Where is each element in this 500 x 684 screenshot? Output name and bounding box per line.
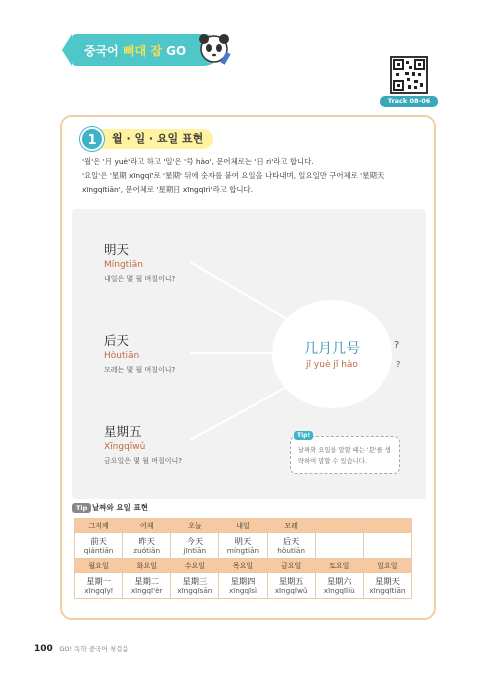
word-tomorrow: 明天 Míngtiān 내일은 몇 월 며칠이니?	[104, 242, 176, 283]
table-cell: 今天 jīntiān	[171, 533, 219, 559]
question-mark-2: ?	[396, 360, 401, 369]
intro-line-3: xīngqītiān', 문어체로 '星期日 xīngqīrì'라고 합니다.	[82, 185, 253, 194]
center-hanzi: 几月几号	[304, 341, 360, 357]
question-mark-1: ?	[394, 340, 400, 351]
table-tip-label: Tip	[72, 503, 91, 513]
table-header-cell: 금요일	[267, 559, 315, 573]
center-pinyin: jǐ yuè jǐ hào	[306, 360, 358, 370]
table-row	[75, 559, 412, 573]
qr-code-icon[interactable]	[390, 56, 428, 94]
table-header-cell: 토요일	[315, 559, 363, 573]
table-cell: 星期一 xīngqīyī	[75, 573, 123, 599]
center-circle	[272, 300, 392, 408]
table-row	[75, 573, 412, 599]
table-cell: 明天 míngtiān	[219, 533, 267, 559]
table-cell: 星期三 xīngqīsān	[171, 573, 219, 599]
table-row	[75, 519, 412, 533]
section-number: 1	[80, 127, 104, 151]
table-header-cell: 월요일	[75, 559, 123, 573]
table-header-cell: 목요일	[219, 559, 267, 573]
tip-label: Tip!	[294, 431, 313, 440]
table-header-cell: 오늘	[171, 519, 219, 533]
table-cell	[363, 533, 411, 559]
table-cell: 昨天 zuótiān	[123, 533, 171, 559]
ribbon-title: 중국어 뼈대 잡 GO	[84, 44, 187, 58]
page-footer	[34, 644, 129, 654]
page-number: 100	[34, 644, 53, 654]
table-cell: 前天 qiántiān	[75, 533, 123, 559]
table-cell: 星期天 xīngqītiān	[363, 573, 411, 599]
table-cell: 星期四 xīngqīsì	[219, 573, 267, 599]
panda-mascot-icon	[196, 30, 232, 66]
date-weekday-table	[74, 518, 412, 599]
table-header-cell: 모레	[267, 519, 315, 533]
table-header-cell	[315, 519, 363, 533]
table-cell: 星期五 xīngqīwǔ	[267, 573, 315, 599]
table-title: 날짜와 요일 표현	[92, 503, 148, 512]
intro-text	[82, 155, 422, 197]
section-title: 월 · 일 · 요일 표현	[96, 129, 213, 149]
table-header-cell: 어제	[123, 519, 171, 533]
table-header-cell: 그저께	[75, 519, 123, 533]
table-header-cell: 화요일	[123, 559, 171, 573]
intro-line-2: '요일'은 '星期 xīngqī'로 '星期' 뒤에 숫자를 붙여 요일을 나타내며, 일요일만 구어체로 '星期天	[82, 171, 385, 180]
table-cell	[315, 533, 363, 559]
word-day-after-tomorrow: 后天 Hòutiān 모레는 몇 월 며칠이니?	[104, 333, 176, 374]
table-row	[75, 533, 412, 559]
table-cell: 星期二 xīngqī'èr	[123, 573, 171, 599]
tip-text: 날짜와 요일을 말할 때는 '是'를 생략하여 말할 수 있습니다.	[298, 447, 391, 465]
table-header-cell: 수요일	[171, 559, 219, 573]
table-header-cell: 내일	[219, 519, 267, 533]
table-header-cell	[363, 519, 411, 533]
intro-line-1: '월'은 '月 yuè'라고 하고 '일'은 '号 hào', 문어체로는 '日 rì'라고 합니다.	[82, 157, 314, 166]
track-label: Track 08-06	[380, 96, 438, 107]
table-cell: 后天 hòutiān	[267, 533, 315, 559]
table-cell: 星期六 xīngqīliù	[315, 573, 363, 599]
intro-block	[62, 117, 434, 209]
table-header-cell: 일요일	[363, 559, 411, 573]
word-friday: 星期五 Xīngqīwǔ 금요일은 몇 월 며칠이니?	[104, 424, 183, 465]
book-title: GO! 독학 중국어 첫걸음	[59, 645, 129, 653]
